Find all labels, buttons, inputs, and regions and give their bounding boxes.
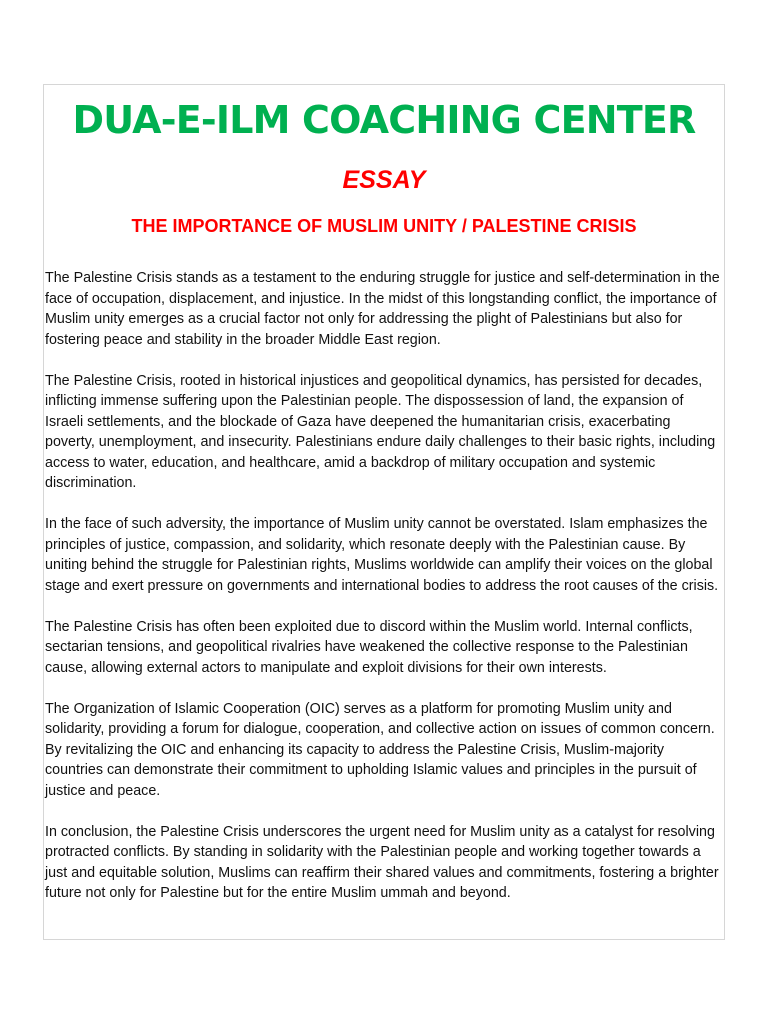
essay-label: ESSAY — [342, 166, 426, 194]
paragraph-conclusion: In conclusion, the Palestine Crisis underscores the urgent need for Muslim unity as a catalyst for resolving protracted conflicts. By standing in solidarity with the Palestinian people and working together towards a just and equitable solution, Muslims can reaffirm their shared values and commitments, fostering a brighter future not only for Palestine but for the entire Muslim ummah and beyond. — [45, 823, 719, 901]
center-name-heading: DUA-E-ILM COACHING CENTER — [72, 98, 696, 142]
document-header — [44, 91, 724, 237]
paragraph-oic: The Organization of Islamic Cooperation (OIC) serves as a platform for promoting Muslim unity and solidarity, providing a forum for dialogue, cooperation, and collective action on issues of common concern. By revitalizing the OIC and enhancing its capacity to address the Palestine Crisis, Muslim-majority countries can demonstrate their commitment to upholding Islamic values and principles in the pursuit of justice and peace. — [45, 700, 715, 799]
paragraph-unity: In the face of such adversity, the importance of Muslim unity cannot be overstated. Islam emphasizes the principles of justice, compassion, and solidarity, which resonate deeply with the Palestinian cause. By uniting behind the struggle for Palestinian rights, Muslims worldwide can amplify their voices on the global stage and exert pressure on governments and international bodies to address the root causes of the crisis. — [45, 516, 719, 594]
paragraph-intro: The Palestine Crisis stands as a testament to the enduring struggle for justice and self-determination in the face of occupation, displacement, and injustice. In the midst of this longstanding conflict, the importance of Muslim unity emerges as a crucial factor not only for addressing the plight of Palestinians but also for fostering peace and stability in the broader Middle East region. — [45, 270, 720, 348]
paragraph-discord: The Palestine Crisis has often been exploited due to discord within the Muslim world. Internal conflicts, sectarian tensions, and geopolitical rivalries have weakened the collective response to the Palestinian cause, allowing external actors to manipulate and exploit divisions for their own interests. — [45, 618, 693, 676]
essay-body — [45, 268, 721, 924]
paragraph-background: The Palestine Crisis, rooted in historical injustices and geopolitical dynamics, has persisted for decades, inflicting immense suffering upon the Palestinian people. The dispossession of land, the expansion of Israeli settlements, and the blockade of Gaza have deepened the humanitarian crisis, exacerbating poverty, unemployment, and insecurity. Palestinians endure daily challenges to their basic rights, including access to water, education, and healthcare, amid a backdrop of military occupation and systemic discrimination. — [45, 372, 716, 491]
essay-title: THE IMPORTANCE OF MUSLIM UNITY / PALESTINE CRISIS — [131, 216, 637, 236]
document-page — [43, 84, 725, 940]
